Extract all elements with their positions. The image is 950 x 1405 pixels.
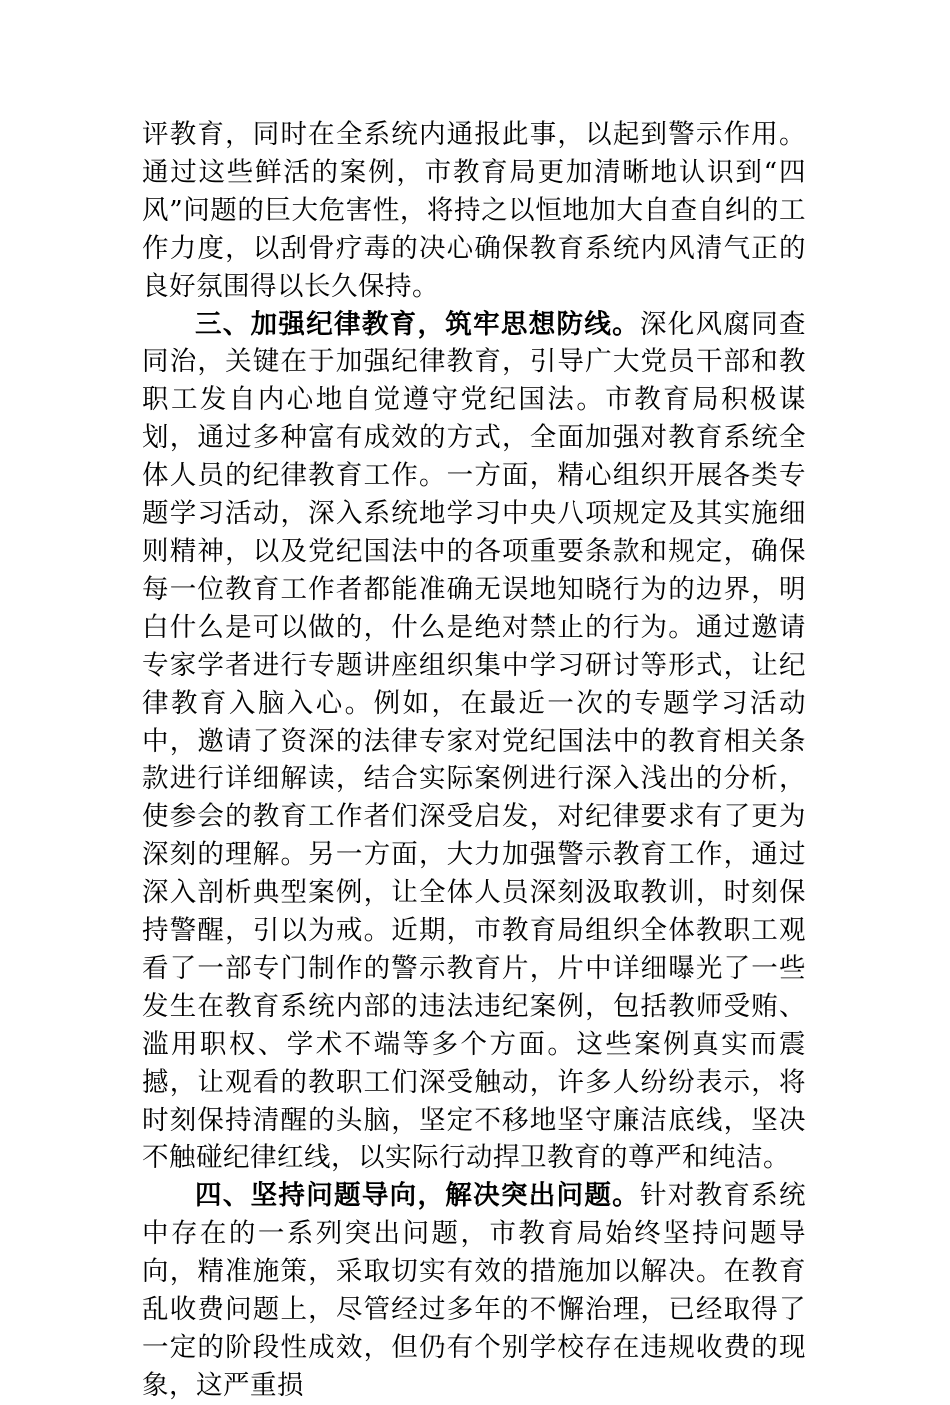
document-page [142,116,806,1405]
paragraph-section-four [142,1177,806,1404]
section-heading-four: 四、坚持问题导向，解决突出问题。 [195,1180,640,1212]
paragraph-section-three [142,306,806,1178]
paragraph-body: 深化风腐同查同治，关键在于加强纪律教育，引导广大党员干部和教职工发自内心地自觉遵守党纪国法。市教育局积极谋划，通过多种富有成效的方式，全面加强对教育系统全体人员的纪律教育工作。一方面，精心组织开展各类专题学习活动，深入系统地学习中央八项规定及其实施细则精神，以及党纪国法中的各项重要条款和规定，确保每一位教育工作者都能准确无误地知晓行为的边界，明白什么是可以做的，什么是绝对禁止的行为。通过邀请专家学者进行专题讲座组织集中学习研讨等形式，让纪律教育入脑入心。例如，在最近一次的专题学习活动中，邀请了资深的法律专家对党纪国法中的教育相关条款进行详细解读，结合实际案例进行深入浅出的分析，使参会的教育工作者们深受启发，对纪律要求有了更为深刻的理解。另一方面，大力加强警示教育工作，通过深入剖析典型案例，让全体人员深刻汲取教训，时刻保持警醒，引以为戒。近期，市教育局组织全体教职工观看了一部专门制作的警示教育片，片中详细曝光了一些发生在教育系统内部的违法违纪案例，包括教师受贿、滥用职权、学术不端等多个方面。这些案例真实而震撼，让观看的教职工们深受触动，许多人纷纷表示，将时刻保持清醒的头脑，坚定不移地坚守廉洁底线，坚决不触碰纪律红线，以实际行动捍卫教育的尊严和纯洁。 [142,308,807,1174]
paragraph-body: 针对教育系统中存在的一系列突出问题，市教育局始终坚持问题导向，精准施策，采取切实有效的措施加以解决。在教育乱收费问题上，尽管经过多年的不懈治理，已经取得了一定的阶段性成效，但仍有个别学校存在违规收费的现象，这严重损 [142,1180,807,1401]
section-heading-three: 三、加强纪律教育，筑牢思想防线。 [195,308,640,340]
paragraph-body: 评教育，同时在全系统内通报此事，以起到警示作用。通过这些鲜活的案例，市教育局更加清晰地认识到“四风”问题的巨大危害性，将持之以恒地加大自查自纠的工作力度，以刮骨疗毒的决心确保教育系统内风清气正的良好氛围得以长久保持。 [142,119,806,302]
paragraph-continuation [142,116,806,306]
